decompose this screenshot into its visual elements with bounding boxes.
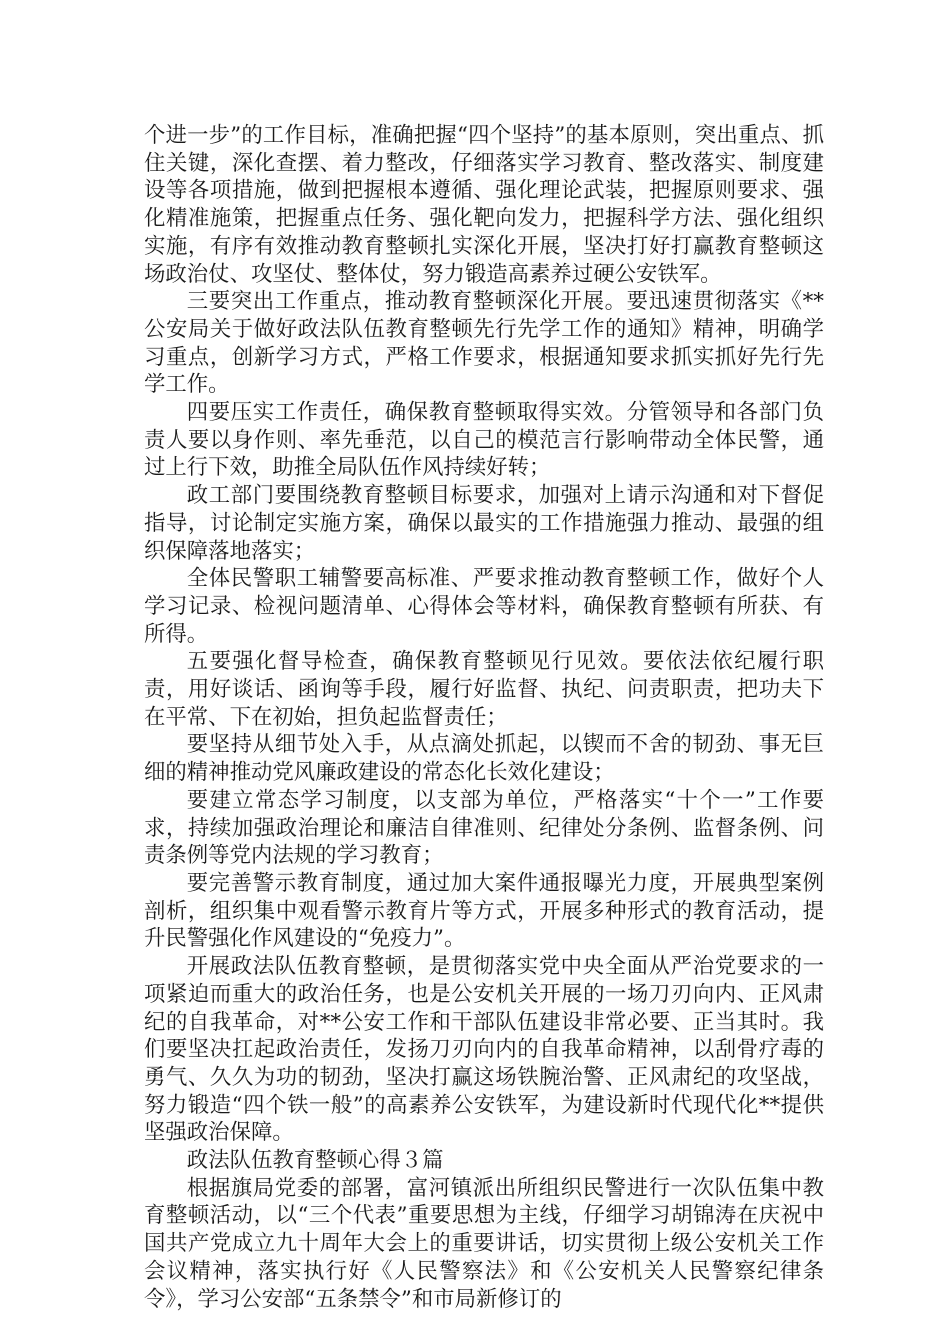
paragraph-political-work-dept: 政工部门要围绕教育整顿目标要求，加强对上请示沟通和对下督促指导，讨论制定实施方案，确保以最实的工作措施强力推动、最强的组织保障落地落实； <box>144 483 824 564</box>
paragraph-new-section: 根据旗局党委的部署，富河镇派出所组织民警进行一次队伍集中教育整顿活动，以“三个代表”重要思想为主线，仔细学习胡锦涛在庆祝中国共产党成立九十周年大会上的重要讲话，切实贯彻上级公安机关工作会议精神，落实执行好《人民警察法》和《公安机关人民警察纪律条令》，学习公安部“五条禁令”和市局新修订的 <box>144 1175 824 1312</box>
paragraph-warning-education: 要完善警示教育制度，通过加大案件通报曝光力度，开展典型案例剖析，组织集中观看警示教育片等方式，开展多种形式的教育活动，提升民警强化作风建设的“免疫力”。 <box>144 870 824 952</box>
paragraph-point-five: 五要强化督导检查，确保教育整顿见行见效。要依法依纪履行职责，用好谈话、函询等手段，履行好监督、执纪、问责职责，把功夫下在平常、下在初始，担负起监督责任； <box>144 649 824 730</box>
paragraph-study-system: 要建立常态学习制度，以支部为单位，严格落实“十个一”工作要求，持续加强政治理论和廉洁自律准则、纪律处分条例、监督条例、问责条例等党内法规的学习教育； <box>144 787 824 869</box>
paragraph-conclusion: 开展政法队伍教育整顿，是贯彻落实党中央全面从严治党要求的一项紧迫而重大的政治任务，也是公安机关开展的一场刀刃向内、正风肃纪的自我革命，对**公安工作和干部队伍建设非常必要、正当其时。我们要坚决扛起政治责任，发扬刀刃向内的自我革命精神，以刮骨疗毒的勇气、久久为功的韧劲，坚决打赢这场铁腕治警、正风肃纪的攻坚战，努力锻造“四个铁一般”的高素养公安铁军，为建设新时代现代化**提供坚强政治保障。 <box>144 954 824 1146</box>
paragraph-details: 要坚持从细节处入手，从点滴处抓起，以锲而不舍的韧劲、事无巨细的精神推动党风廉政建设的常态化长效化建设； <box>144 732 824 786</box>
paragraph-point-three: 三要突出工作重点，推动教育整顿深化开展。要迅速贯彻落实《**公安局关于做好政法队伍教育整顿先行先学工作的通知》精神，明确学习重点，创新学习方式，严格工作要求，根据通知要求抓实抓好先行先学工作。 <box>144 289 824 398</box>
paragraph-point-four: 四要压实工作责任，确保教育整顿取得实效。分管领导和各部门负责人要以身作则、率先垂范，以自己的模范言行影响带动全体民警，通过上行下效，助推全局队伍作风持续好转； <box>144 400 824 481</box>
paragraph-continuation: 个进一步”的工作目标，准确把握“四个坚持”的基本原则，突出重点、抓住关键，深化查摆、着力整改，仔细落实学习教育、整改落实、制度建设等各项措施，做到把握根本遵循、强化理论武装，把握原则要求、强化精准施策，把握重点任务、强化靶向发力，把握科学方法、强化组织实施，有序有效推动教育整顿扎实深化开展，坚决打好打赢教育整顿这场政治仗、攻坚仗、整体仗，努力锻造高素养过硬公安铁军。 <box>144 123 824 287</box>
paragraph-all-police: 全体民警职工辅警要高标准、严要求推动教育整顿工作，做好个人学习记录、检视问题清单、心得体会等材料，确保教育整顿有所获、有所得。 <box>144 566 824 647</box>
section-heading: 政法队伍教育整顿心得３篇 <box>186 1148 444 1174</box>
document-page <box>144 122 824 1313</box>
